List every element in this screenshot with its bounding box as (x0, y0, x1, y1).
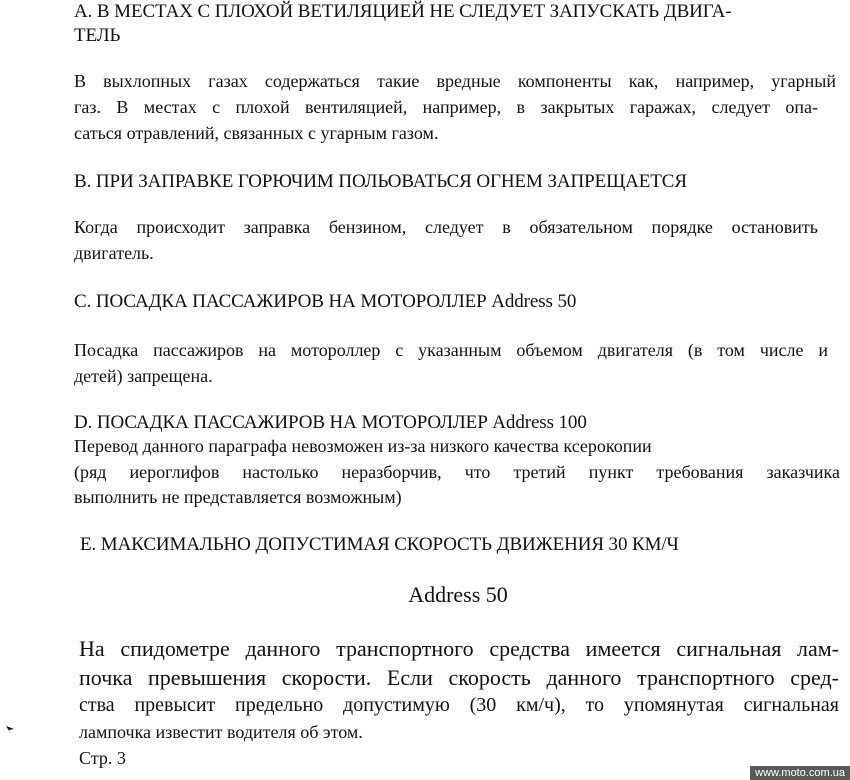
section-d-body-line3: выполнить не представляется возможным) (74, 487, 402, 507)
section-a-heading-line2: ТЕЛЬ (74, 25, 121, 46)
section-b-heading: B. ПРИ ЗАПРАВКЕ ГОРЮЧИМ ПОЛЬОВАТЬСЯ ОГНЕМ ЗАПРЕЩАЕТСЯ (74, 171, 687, 192)
address-body-line1: На спидометре данного транспортного средства имеется сигнальная лам- (79, 636, 839, 661)
section-b-body-line1: Когда происходит заправка бензином, следует в обязательном порядке остановить (74, 217, 818, 237)
section-b-body-line2: двигатель. (74, 243, 154, 263)
section-a-body-line1: В выхлопных газах содержаться такие вредные компоненты как, например, угарный (74, 71, 836, 91)
section-d-body-line1: Перевод данного параграфа невозможен из-за низкого качества ксерокопии (74, 436, 652, 456)
scan-artifact-icon (6, 726, 14, 734)
section-a-heading-line1: A. В МЕСТАХ С ПЛОХОЙ ВЕТИЛЯЦИЕЙ НЕ СЛЕДУЕТ ЗАПУСКАТЬ ДВИГА- (74, 1, 732, 22)
section-e-heading: E. МАКСИМАЛЬНО ДОПУСТИМАЯ СКОРОСТЬ ДВИЖЕНИЯ 30 КМ/Ч (80, 534, 679, 555)
section-c-body-line2: детей) запрещена. (74, 366, 213, 386)
page-number: Стр. 3 (79, 748, 126, 768)
section-c-heading: C. ПОСАДКА ПАССАЖИРОВ НА МОТОРОЛЛЕР Address 50 (74, 291, 577, 312)
address-body-line4: лампочка известит водителя об этом. (79, 722, 363, 742)
section-c-body-line1: Посадка пассажиров на мотороллер с указанным объемом двигателя (в том числе и (74, 340, 828, 360)
address-body-line3: ства превысит предельно допустимую (30 км/ч), то упомянутая сигнальная (79, 694, 839, 716)
section-a-body-line2: газ. В местах с плохой вентиляцией, например, в закрытых гаражах, следует опа- (74, 97, 818, 117)
section-a-body-line3: саться отравлений, связанных с угарным газом. (74, 123, 439, 143)
section-d-heading: D. ПОСАДКА ПАССАЖИРОВ НА МОТОРОЛЛЕР Address 100 (74, 412, 587, 433)
address-body-line2: почка превышения скорости. Если скорость данного транспортного сред- (79, 665, 839, 690)
watermark: www.moto.com.ua (750, 766, 850, 780)
section-d-body-line2: (ряд иероглифов настолько неразборчив, что третий пункт требования заказчика (74, 462, 840, 482)
address-title: Address 50 (408, 582, 508, 607)
